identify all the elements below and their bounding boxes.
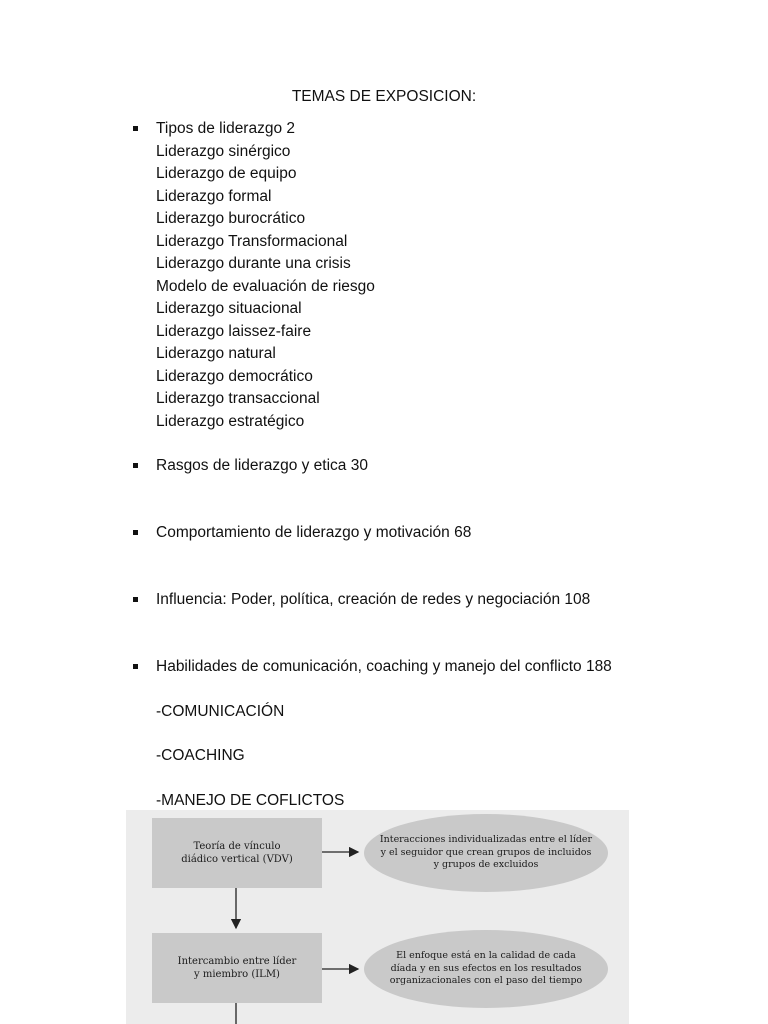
ellipse-quality-focus [364,930,608,1008]
list-item: Liderazgo democrático [156,367,313,385]
ellipse-text: Interacciones individualizadas entre el líder [379,834,593,846]
box-text: diádico vertical (VDV) [181,854,293,865]
subtopic-coaching: -COACHING [156,747,245,764]
topic-1 [156,118,375,433]
list-item: Liderazgo transaccional [156,390,320,407]
topic-heading: Tipos de liderazgo 2 [156,120,296,137]
bullet-icon [133,530,138,535]
bullet-icon [133,664,138,669]
ellipse-text: y el seguidor que crean grupos de incluidos [380,846,592,858]
topic-5 [156,656,612,679]
bullet-icon [133,463,138,468]
ellipse-text: El enfoque está en la calidad de cada [396,950,576,962]
list-item: Liderazgo burocrático [156,210,306,227]
list-item: Liderazgo sinérgico [156,142,291,160]
box-ilm-exchange [152,933,322,1003]
diagram-figure [126,810,629,1024]
topic-2 [156,455,368,478]
box-text: Teoría de vínculo [193,841,281,852]
ellipse-interactions [364,814,608,892]
list-item: Liderazgo Transformacional [156,232,348,250]
list-item: Liderazgo natural [156,345,276,362]
box-text: Intercambio entre líder [177,956,297,967]
topic-heading: Comportamiento de liderazgo y motivación 68 [156,524,472,541]
subtopic-communication: -COMUNICACIÓN [156,703,285,720]
ellipse-text: y grupos de excluidos [433,859,539,871]
bullet-icon [133,597,138,602]
page-title: TEMAS DE EXPOSICION: [291,88,477,105]
list-item: Modelo de evaluación de riesgo [156,277,375,295]
topic-heading: Rasgos de liderazgo y etica 30 [156,457,368,474]
list-item: Liderazgo de equipo [156,165,297,182]
ellipse-text: díada y en sus efectos en los resultados [390,962,582,974]
topic-3 [156,522,471,545]
bullet-icon [133,126,138,131]
list-item: Liderazgo situacional [156,300,302,317]
topic-heading: Influencia: Poder, política, creación de redes y negociación 108 [156,591,591,608]
topic-heading: Habilidades de comunicación, coaching y manejo del conflicto 188 [156,658,612,675]
box-text: y miembro (ILM) [194,969,280,980]
subtopic-conflict: -MANEJO DE COFLICTOS [156,792,345,809]
list-item: Liderazgo formal [156,187,272,205]
list-item: Liderazgo durante una crisis [156,255,351,272]
list-item: Liderazgo estratégico [156,412,305,430]
ellipse-text: organizacionales con el paso del tiempo [389,975,583,987]
box-vdv-theory [152,818,322,888]
list-item: Liderazgo laissez-faire [156,322,312,340]
topic-4 [156,589,590,612]
